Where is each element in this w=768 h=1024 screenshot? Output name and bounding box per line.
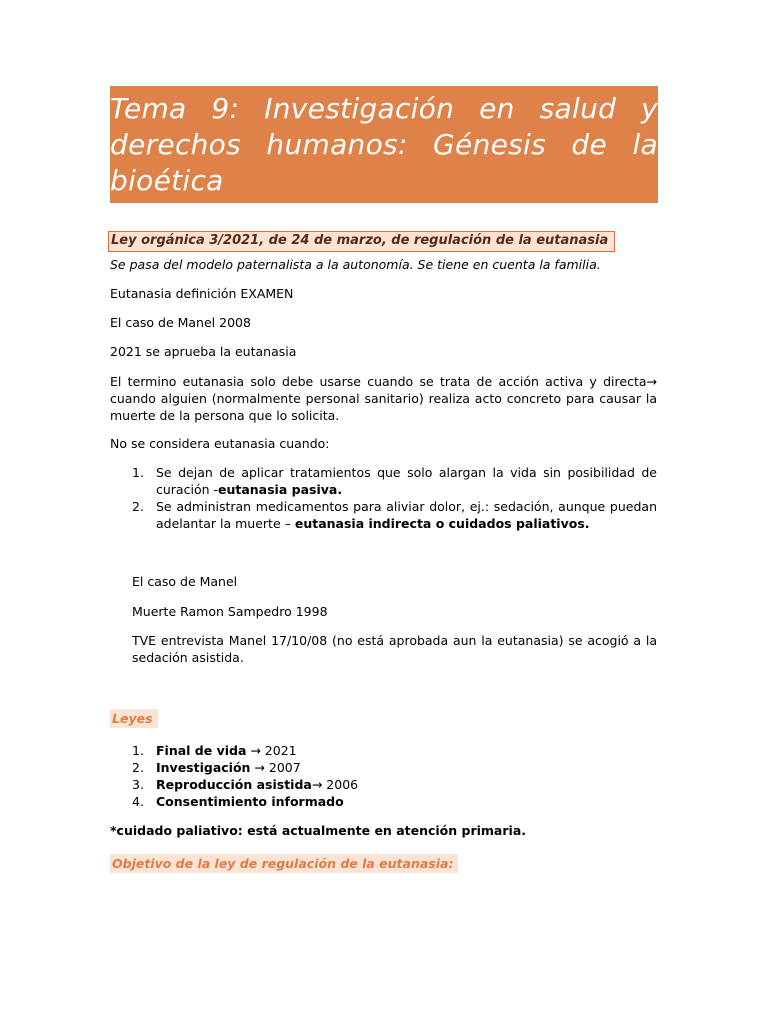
list-item — [132, 498, 657, 532]
list-item-text — [156, 464, 657, 498]
laws-list — [132, 742, 432, 810]
term-paragraph: El termino eutanasia solo debe usarse cuando se trata de acción activa y directa→ cuando alguien (normalmente personal sanitario) realiza acto concreto para causar la muerte de la persona que lo solicita. — [110, 374, 657, 423]
list-item-text — [156, 498, 657, 532]
not-euthanasia-list — [132, 464, 657, 532]
list-item-plain: Se administran medicamentos para aliviar dolor, ej.: sedación, aunque puedan adelantar la muerte – — [156, 499, 657, 531]
law-year: → 2006 — [311, 777, 359, 792]
list-number: 2. — [132, 760, 144, 775]
law-heading: Ley orgánica 3/2021, de 24 de marzo, de regulación de la eutanasia — [108, 231, 615, 252]
list-number: 1. — [132, 465, 144, 480]
interview-paragraph: TVE entrevista Manel 17/10/08 (no está aprobada aun la eutanasia) se acogió a la sedación asistida. — [132, 633, 657, 665]
objective-label: Objetivo de la ley de regulación de la eutanasia: — [110, 854, 458, 873]
approved-line: 2021 se aprueba la eutanasia — [110, 344, 297, 359]
list-number: 1. — [132, 743, 144, 758]
list-item-bold: eutanasia indirecta o cuidados paliativos. — [294, 516, 590, 531]
law-name: Consentimiento informado — [156, 794, 344, 809]
page-title: Tema 9: Investigación en salud y derechos humanos: Génesis de la bioética — [110, 92, 658, 197]
laws-label: Leyes — [110, 709, 158, 728]
list-number: 2. — [132, 499, 144, 514]
list-item-bold: eutanasia pasiva. — [218, 482, 343, 497]
sampedro-line: Muerte Ramon Sampedro 1998 — [132, 604, 328, 619]
palliative-note: *cuidado paliativo: está actualmente en atención primaria. — [110, 823, 526, 838]
law-name: Reproducción asistida — [156, 777, 312, 792]
list-item — [132, 742, 432, 759]
manel-heading: El caso de Manel — [132, 574, 238, 589]
list-number: 4. — [132, 794, 144, 809]
list-number: 3. — [132, 777, 144, 792]
intro-text: Se pasa del modelo paternalista a la autonomía. Se tiene en cuenta la familia. — [110, 257, 601, 272]
law-name: Investigación — [156, 760, 251, 775]
law-year: → 2007 — [250, 760, 301, 775]
definition-line: Eutanasia definición EXAMEN — [110, 286, 294, 301]
manel-case-line: El caso de Manel 2008 — [110, 315, 251, 330]
law-year: → 2021 — [246, 743, 297, 758]
title-banner — [110, 86, 658, 203]
not-considered-line: No se considera eutanasia cuando: — [110, 436, 330, 451]
list-item-plain: Se dejan de aplicar tratamientos que solo alargan la vida sin posibilidad de curación - — [156, 465, 657, 497]
list-item — [132, 793, 432, 810]
law-name: Final de vida — [156, 743, 247, 758]
list-item — [132, 759, 432, 776]
list-item — [132, 464, 657, 498]
list-item — [132, 776, 432, 793]
